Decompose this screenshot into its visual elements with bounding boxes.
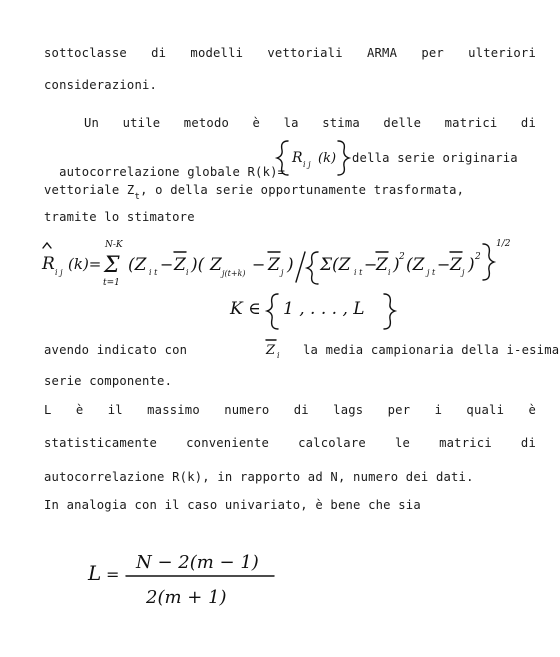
svg-text:(Z: (Z: [128, 255, 147, 275]
svg-text:2: 2: [475, 252, 481, 262]
svg-text:R: R: [292, 150, 303, 166]
svg-text:i t: i t: [149, 268, 158, 277]
svg-text:Z: Z: [376, 255, 388, 275]
svg-text:i j: i j: [55, 268, 63, 277]
text-line-5-sub: t: [134, 192, 141, 202]
svg-text:j: j: [281, 268, 284, 277]
text-line-2: considerazioni.: [44, 78, 158, 92]
svg-text:L: L: [88, 561, 102, 585]
text-line-12: In analogia con il caso univariato, è bene che sia: [44, 498, 421, 512]
svg-text:−: −: [364, 255, 378, 274]
text-line-7b: la media campionaria della i-esima: [303, 343, 560, 357]
formula-estimator: [41, 239, 511, 288]
text-line-10: statisticamente conveniente calcolare le matrici di: [44, 436, 536, 450]
svg-text:): ): [393, 255, 400, 275]
svg-text:−: −: [437, 255, 451, 274]
text-line-5a: vettoriale Z: [44, 183, 135, 197]
svg-text:i: i: [277, 351, 280, 360]
svg-text:t=1: t=1: [103, 278, 120, 288]
svg-text:N − 2(m − 1): N − 2(m − 1): [136, 552, 259, 573]
svg-text:−: −: [252, 255, 266, 274]
svg-text:Z: Z: [268, 255, 280, 275]
svg-text:=: =: [106, 565, 120, 584]
svg-text:Z: Z: [174, 255, 186, 275]
svg-text:Z: Z: [210, 255, 222, 275]
formula-L: [87, 552, 274, 608]
svg-text:2(m + 1): 2(m + 1): [146, 587, 227, 608]
formula-estimator-range: [229, 294, 395, 329]
svg-text:i t: i t: [354, 268, 363, 277]
svg-text:j t: j t: [427, 268, 436, 277]
text-line-1: sottoclasse di modelli vettoriali ARMA per ulteriori: [44, 46, 536, 60]
svg-text:i j: i j: [303, 160, 311, 169]
svg-text:R: R: [42, 254, 55, 274]
formula-mean-inline: [265, 340, 280, 360]
svg-text:i: i: [186, 268, 189, 277]
svg-text:(k)=: (k)=: [68, 255, 102, 273]
svg-text:(k): (k): [318, 151, 337, 166]
formula-set-inline: [277, 141, 349, 175]
text-line-3: Un utile metodo è la stima delle matrici di: [84, 116, 536, 130]
svg-text:): ): [287, 255, 294, 275]
text-line-4a: autocorrelazione globale R(k)=: [59, 165, 286, 179]
text-line-6: tramite lo stimatore: [44, 210, 195, 224]
svg-text:j(t+k): j(t+k): [222, 269, 246, 278]
svg-text:Z: Z: [450, 255, 462, 275]
svg-text:j: j: [462, 268, 465, 277]
svg-text:Σ: Σ: [104, 253, 120, 278]
svg-text:i: i: [388, 268, 391, 277]
svg-text:−: −: [160, 255, 174, 274]
svg-text:N-K: N-K: [105, 240, 123, 250]
text-line-7a: avendo indicato con: [44, 343, 188, 357]
svg-text:1/2: 1/2: [496, 239, 511, 249]
text-line-5b: , o della serie opportunamente trasformata,: [140, 183, 465, 197]
svg-text:1 , . . . , L: 1 , . . . , L: [283, 299, 365, 319]
text-line-8: serie componente.: [44, 374, 173, 388]
text-line-4b: della serie originaria: [352, 151, 518, 165]
svg-text:2: 2: [399, 252, 405, 262]
svg-text:(Z: (Z: [406, 255, 425, 275]
text-line-11: autocorrelazione R(k), in rapporto ad N, numero dei dati.: [44, 470, 474, 484]
text-line-9: L è il massimo numero di lags per i quali è: [44, 403, 536, 417]
svg-text:)(: )(: [191, 255, 205, 275]
svg-text:K ∈: K ∈: [230, 299, 261, 319]
svg-text:Z: Z: [266, 343, 276, 358]
svg-text:): ): [468, 255, 475, 275]
svg-text:Σ(Z: Σ(Z: [320, 255, 351, 275]
